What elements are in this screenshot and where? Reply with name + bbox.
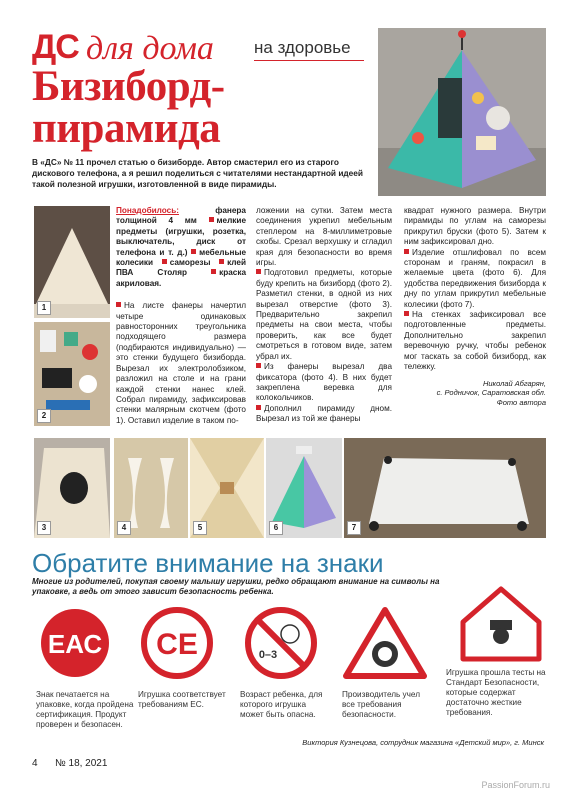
ce-caption: Игрушка соответствует требованиям ЕС. [138,690,226,709]
material-5: клей ПВА Столяр [116,258,246,278]
photo-credit: Фото автора [496,397,546,407]
house-caption: Игрушка прошла тесты на Стандарт Безопасности, которые содержат достаточно жесткие требования. [446,668,546,717]
paragraph [256,404,392,425]
photo-number: 5 [193,521,207,535]
photo-6 [266,438,342,538]
hero-photo [378,28,546,196]
lion-caption: Производитель учел все требования безопасности. [342,690,420,719]
section-underline [254,60,364,61]
age-caption: Возраст ребенка, для которого игрушка может быть опасна. [240,690,323,719]
page-number: 4 [32,758,38,769]
lion-mark-sign-icon [342,606,428,680]
article-title [32,63,225,152]
photo-4 [114,438,188,538]
ce-sign-icon [140,606,214,680]
photo-1 [34,206,110,318]
paragraph-text: Из фанеры вырезал два фиксатора (фото 4). В них будет закреплена веревка для колокольчиков. [256,362,392,403]
material-6: краска акриловая. [116,268,246,288]
author-place: с. Родничок, Саратовская обл. [436,388,546,397]
materials-label: Понадобилось: [116,206,179,215]
paragraph-text: Изделие отшлифовал по всем сторонам и граням, покрасил в желаемые цвета (фото 6). Для удобства передвижения бизиборда к дну по углам прикрутил мебельные колесики (фото 7). [404,247,546,309]
paragraph [256,362,392,404]
signs-author: Виктория Кузнецова, сотрудник магазина «Детский мир», г. Минск [302,738,544,747]
paragraph-text: На стенках зафиксировал все подготовленные предметы. Дополнительно закрепил веревочную ручку, чтобы ребенок мог таскать за собой бизиборд, как тележку. [404,310,546,372]
photo-number: 4 [117,521,131,535]
rubric-logo: ДС [32,28,79,66]
eac-sign-label: ЕАС [47,629,103,659]
safety-standard-house-icon [460,586,542,662]
pyramid-illustration [378,28,546,196]
paragraph: ложении на сутки. Затем места соединения укрепил мебельным степлером на 8-миллиметровые скобы. Срезал верхушку и сгладил края для безопасности во время игры. [256,206,392,268]
ce-sign-label: CE [156,628,198,661]
article-lead: В «ДС» № 11 прочел статью о бизиборде. Автор смастерил его из старого дискового телефона, а я решил поделиться с читателями нестандартной идеей такой полезной игрушки, изготовленной в виде пирамиды. [32,157,364,189]
photo-number: 6 [269,521,283,535]
paragraph [116,301,246,426]
paragraph [404,310,546,372]
paragraph-text: На листе фанеры начертил четыре одинаковых равносторонних треугольника подходящего размера (подбираются индивидуально) — это стенки будущего бизиборда. Вырезал их электролобзиком, разложил на столе и на грани каждой стенки нанес клей. Собрал пирамиду, зафиксировав стенки малярным скотчем (фото 1). Оставил изделие в таком по- [116,301,246,425]
paragraph [404,248,546,310]
age-restriction-sign-icon [244,606,318,680]
paragraph [256,268,392,362]
photo-3 [34,438,110,538]
column-1 [116,206,246,426]
column-2 [256,206,392,425]
title-line-2: пирамида [32,105,221,152]
column-3 [404,206,546,407]
eac-caption: Знак печатается на упаковке, когда пройдена сертификация. Продукт проверен и безопасен. [36,690,134,729]
author-name: Николай Абгарян, [482,378,546,388]
title-line-1: Бизиборд- [32,63,225,110]
photo-2 [34,322,110,426]
photo-number: 2 [37,409,51,423]
section-label: на здоровье [254,38,351,57]
age-sign-label: 0–3 [258,649,278,661]
signs-section-subtitle: Многие из родителей, покупая своему малышу игрушки, редко обращают внимание на символы на упаковке, а ведь от этого зависит безопасность ребенка. [32,577,440,596]
photo-number: 1 [37,301,51,315]
materials-list [116,206,246,289]
photo-7 [344,438,546,538]
material-4: саморезы [169,258,211,268]
eac-sign-icon [38,606,112,680]
photo-number: 7 [347,521,361,535]
paragraph: квадрат нужного размера. Внутри пирамиды по углам на саморезы прикрутил бруски (фото 5). Затем к ним зафиксировал дно. [404,206,546,247]
material-1: фанера толщиной 4 мм [116,206,246,226]
watermark: PassionForum.ru [481,780,550,790]
material-3: мебельные колесики [116,247,246,268]
rubric-name: для дома [86,30,214,67]
signs-section-title: Обратите внимание на знаки [32,548,384,578]
paragraph-text: Подготовил предметы, которые буду крепить на бизиборд (фото 2). Разметил стенки, в одной из них вырезал отверстие (фото 3). Предварительно закрепил предметы на свои места, чтобы проверить, как все будет смотреться в готовом виде, затем убрал их. [256,268,392,361]
photo-5 [190,438,264,538]
photo-7-illustration [344,438,546,538]
issue-number: № 18, 2021 [55,758,108,769]
photo-number: 3 [37,521,51,535]
material-2: мелкие предметы (игрушки, розетка, выключатель, диск от телефона и т. д.) [116,216,246,257]
paragraph-text: Дополнил пирамиду дном. Вырезал из той же фанеры [256,403,392,424]
